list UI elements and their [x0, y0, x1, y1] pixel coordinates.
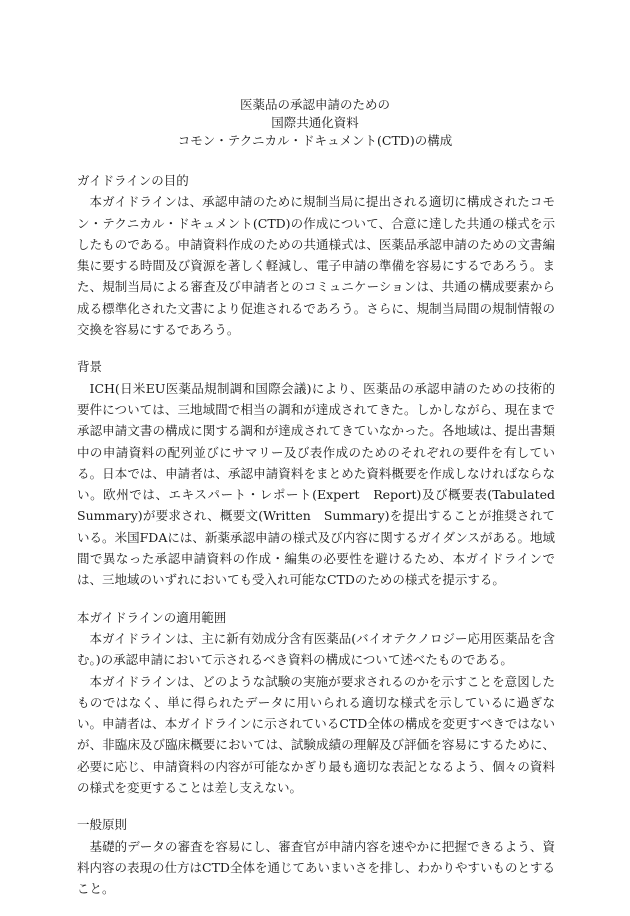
section-paragraph: 本ガイドラインは、どのような試験の実施が要求されるのかを示すことを意図したものではなく、単に得られたデータに用いられる適切な様式を示しているに過ぎない。申請者は、本ガイドラインに示されているCTD全体の構成を変更すべきではないが、非臨床及び臨床概要においては、試験成績の理解及び評価を容易にするために、必要に応じ、申請資料の内容が可能なかぎり最も適切な表記となるよう、個々の資料の様式を変更することは差し支えない。: [77, 673, 555, 796]
section-heading: 背景: [77, 359, 103, 375]
section-paragraph: 基礎的データの審査を容易にし、審査官が申請内容を速やかに把握できるよう、資料内容の表現の仕方はCTD全体を通じてあいまいさを排し、わかりやすいものとすること。: [77, 838, 555, 897]
document-title: [0, 96, 630, 150]
section-scope: [77, 607, 555, 799]
title-line-3: コモン・テクニカル・ドキュメント(CTD)の構成: [177, 133, 453, 148]
section-background: [77, 356, 568, 590]
section-purpose: [77, 170, 555, 340]
section-paragraph: 本ガイドラインは、主に新有効成分含有医薬品(バイオテクノロジー応用医薬品を含む。)の承認申請において示されるべき資料の構成について述べたものである。: [77, 630, 556, 668]
section-heading: 一般原則: [77, 817, 128, 833]
section-paragraph: 本ガイドラインは、承認申請のために規制当局に提出される適切に構成されたコモン・テクニカル・ドキュメント(CTD)の作成について、合意に達した共通の様式を示したものである。申請資料作成のための共通様式は、医薬品承認申請のための文書編集に要する時間及び資源を著しく軽減し、電子申請の準備を容易にするであろう。また、規制当局による審査及び申請者とのコミュニケーションは、共通の構成要素から成る標準化された文書により促進されるであろう。さらに、規制当局間の規制情報の交換を容易にするであろう。: [77, 194, 555, 338]
document-body: [77, 170, 568, 900]
section-heading: 本ガイドラインの適用範囲: [77, 609, 227, 625]
title-line-1: 医薬品の承認申請のための: [239, 97, 390, 112]
section-paragraph: ICH(日米EU医薬品規制調和国際会議)により、医薬品の承認申請のための技術的要件については、三地域間で相当の調和が達成されてきた。しかしながら、現在まで承認申請文書の構成に関する調和が達成されてきていなかった。各地域は、提出書類中の申請資料の配列並びにサマリー及び表作成のためのそれぞれの要件を有している。日本では、申請者は、承認申請資料をまとめた資料概要を作成しなければならない。欧州では、エキスパート・レポート(Expert Report)及び概要表(Tabulated Summary)が要求され、概要文(Written Summary)を提出することが推奨されている。米国FDAには、新薬承認申請の様式及び内容に関するガイダンスがある。地域間で異なった承認申請資料の作成・編集の必要性を避けるため、本ガイドラインでは、三地域のいずれにおいても受入れ可能なCTDのための様式を提示する。: [77, 380, 568, 588]
section-general-principles: [77, 814, 555, 899]
title-line-2: 国際共通化資料: [271, 115, 359, 130]
section-heading: ガイドラインの目的: [77, 173, 189, 188]
